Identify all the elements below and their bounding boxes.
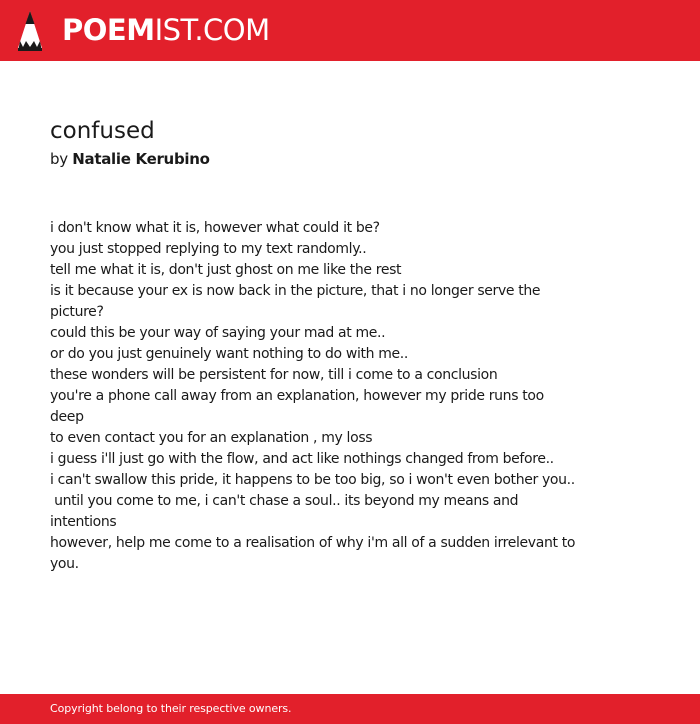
poem-line: i can't swallow this pride, it happens to be too big, so i won't even bother you.. (50, 472, 575, 488)
copyright-notice: Copyright belong to their respective owners. (50, 702, 292, 715)
by-label: by (50, 150, 68, 168)
poem-title: confused (50, 118, 155, 144)
poem-byline (50, 149, 210, 169)
poem-line: you just stopped replying to my text randomly.. (50, 241, 367, 257)
poem-line: could this be your way of saying your mad at me.. (50, 325, 386, 341)
poem-line: or do you just genuinely want nothing to do with me.. (50, 346, 408, 362)
poem-line: however, help me come to a realisation of why i'm all of a sudden irrelevant to you. (50, 535, 580, 572)
poem-body (50, 218, 580, 575)
poem-author: Natalie Kerubino (72, 150, 210, 168)
poem-line: until you come to me, i can't chase a soul.. its beyond my means and intentions (50, 493, 523, 530)
poem-line: i don't know what it is, however what could it be? (50, 220, 380, 236)
poem-line: you're a phone call away from an explanation, however my pride runs too deep (50, 388, 548, 425)
poem-line: these wonders will be persistent for now, till i come to a conclusion (50, 367, 498, 383)
poem-line: is it because your ex is now back in the picture, that i no longer serve the picture? (50, 283, 545, 320)
poem-line: i guess i'll just go with the flow, and act like nothings changed from before.. (50, 451, 554, 467)
pencil-tip-icon[interactable] (17, 10, 43, 52)
site-footer (0, 694, 700, 724)
logo-light-text: IST.COM (154, 13, 270, 47)
poem-line: to even contact you for an explanation , my loss (50, 430, 373, 446)
site-logo[interactable] (62, 13, 270, 47)
logo-bold-text: POEM (62, 13, 155, 47)
poem-line: tell me what it is, don't just ghost on me like the rest (50, 262, 402, 278)
site-header (0, 0, 700, 61)
